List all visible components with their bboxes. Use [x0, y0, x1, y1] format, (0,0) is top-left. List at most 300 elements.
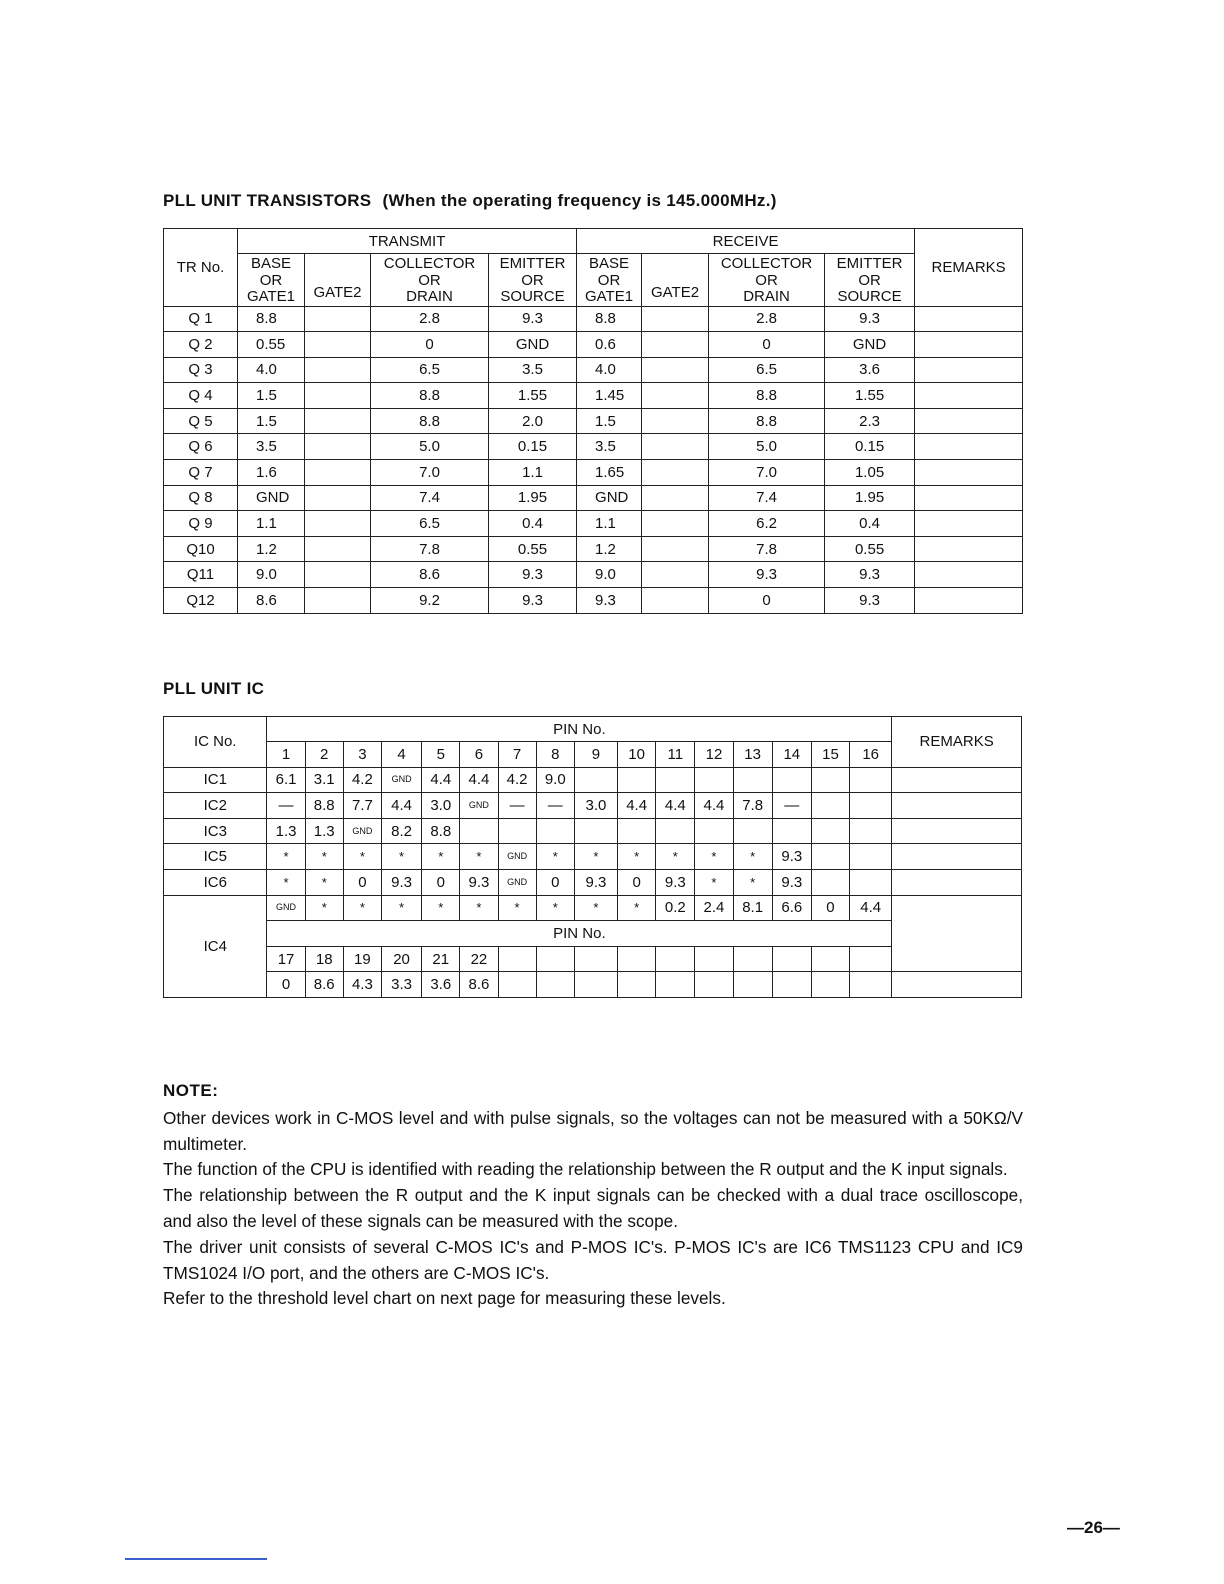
table-cell: 3.6 — [825, 357, 915, 383]
table-cell: GND — [381, 767, 421, 793]
table-cell: * — [498, 895, 536, 921]
table-cell: 8.6 — [371, 562, 489, 588]
ic-name-cell: IC5 — [164, 844, 267, 870]
ic-name-cell: IC1 — [164, 767, 267, 793]
transmit-gate2-header — [305, 254, 371, 307]
table-cell — [811, 767, 849, 793]
table-cell — [811, 972, 849, 998]
table-cell: 1.05 — [825, 460, 915, 486]
note-paragraph-2: The function of the CPU is identified with reading the relationship between the R output and the K input signals. — [163, 1159, 1008, 1180]
pin-number-cell: 10 — [618, 742, 656, 768]
table-cell: 3.5 — [577, 434, 642, 460]
table-cell — [536, 818, 574, 844]
ic-no-header: IC No. — [164, 717, 267, 768]
table-cell: GND — [498, 844, 536, 870]
pin-number-cell: 19 — [343, 946, 381, 972]
transmit-emitter-source-header — [489, 254, 577, 307]
table-cell: 9.0 — [238, 562, 305, 588]
pin-number-cell: 2 — [305, 742, 343, 768]
table-cell — [915, 408, 1023, 434]
table-cell: 4.4 — [850, 895, 892, 921]
pin-no-header: PIN No. — [267, 921, 892, 947]
table-cell: 6.5 — [371, 511, 489, 537]
table-cell — [733, 946, 772, 972]
table-cell — [305, 357, 371, 383]
table-cell — [733, 818, 772, 844]
table-cell — [811, 818, 849, 844]
table-row — [164, 383, 1023, 409]
table-row — [164, 972, 1022, 998]
table-cell — [498, 818, 536, 844]
table-cell: GND — [238, 485, 305, 511]
pin-number-cell: 20 — [381, 946, 421, 972]
pin-number-cell: 22 — [460, 946, 498, 972]
table-cell: 4.4 — [422, 767, 460, 793]
table-cell: 1.5 — [577, 408, 642, 434]
pin-no-header: PIN No. — [267, 717, 892, 742]
table-cell: 9.3 — [825, 306, 915, 332]
table-cell: 9.3 — [489, 306, 577, 332]
table-cell: 2.4 — [695, 895, 733, 921]
table-cell — [915, 460, 1023, 486]
table-cell: * — [305, 895, 343, 921]
table-cell — [536, 972, 574, 998]
tr-no-header: TR No. — [164, 229, 238, 307]
table-cell: * — [733, 844, 772, 870]
table-cell: * — [574, 895, 617, 921]
pin-number-cell: 1 — [267, 742, 305, 768]
header-line: COLLECTOR — [383, 255, 476, 272]
table-cell — [850, 946, 892, 972]
table-cell: 7.4 — [371, 485, 489, 511]
table-cell: * — [422, 844, 460, 870]
note-heading: NOTE: — [163, 1081, 219, 1100]
table-cell: — — [267, 793, 305, 819]
table-cell: * — [656, 844, 695, 870]
table-cell: 8.8 — [238, 306, 305, 332]
remarks-cell — [892, 793, 1022, 819]
ic-remarks-header: REMARKS — [892, 717, 1022, 768]
table-cell — [772, 972, 811, 998]
table-cell: 6.6 — [772, 895, 811, 921]
table-cell: 7.8 — [371, 536, 489, 562]
table-cell — [305, 408, 371, 434]
table-cell: 0 — [709, 588, 825, 614]
table-cell: 7.0 — [371, 460, 489, 486]
table-cell: — — [536, 793, 574, 819]
note-paragraph-3: The relationship between the R output and the K input signals can be checked with a dual trace oscilloscope, and also the level of these signals can be measured with the scope. — [163, 1185, 1023, 1231]
table-cell: — — [772, 793, 811, 819]
ic-name-cell: IC4 — [164, 895, 267, 997]
table-cell — [915, 485, 1023, 511]
header-line: SOURCE — [837, 288, 902, 305]
table-cell: 5.0 — [709, 434, 825, 460]
table-cell: * — [267, 869, 305, 895]
receive-header: RECEIVE — [577, 229, 915, 254]
table-cell — [642, 536, 709, 562]
table-cell — [642, 306, 709, 332]
table-cell: 1.5 — [238, 383, 305, 409]
table-cell: 0.4 — [825, 511, 915, 537]
table-cell — [305, 434, 371, 460]
table-cell — [305, 306, 371, 332]
table-cell: * — [343, 844, 381, 870]
table-cell — [811, 946, 849, 972]
table-cell: GND — [343, 818, 381, 844]
table-cell: 8.2 — [381, 818, 421, 844]
table-cell: 0.2 — [656, 895, 695, 921]
table-cell: GND — [577, 485, 642, 511]
table-cell: 4.0 — [577, 357, 642, 383]
transistor-table-heading — [163, 191, 777, 211]
header-line: GATE2 — [651, 284, 700, 301]
table-row — [164, 895, 1022, 921]
table-cell — [498, 972, 536, 998]
table-cell: 8.6 — [460, 972, 498, 998]
table-cell: 4.2 — [498, 767, 536, 793]
table-cell: 1.65 — [577, 460, 642, 486]
table-cell — [850, 844, 892, 870]
header-line: EMITTER — [499, 255, 566, 272]
table-cell: 9.3 — [489, 588, 577, 614]
table-cell — [656, 818, 695, 844]
table-cell: 0 — [536, 869, 574, 895]
table-cell: 8.8 — [371, 383, 489, 409]
header-line: GATE1 — [246, 288, 296, 305]
table-cell — [656, 767, 695, 793]
transistor-id-cell: Q 3 — [164, 357, 238, 383]
table-cell — [305, 536, 371, 562]
table-cell: 9.2 — [371, 588, 489, 614]
table-cell — [915, 306, 1023, 332]
table-cell — [733, 767, 772, 793]
table-cell: — — [498, 793, 536, 819]
table-cell — [850, 869, 892, 895]
note-paragraph-5: Refer to the threshold level chart on next page for measuring these levels. — [163, 1288, 726, 1309]
table-cell — [305, 588, 371, 614]
header-line: SOURCE — [500, 288, 565, 305]
table-cell: 8.8 — [709, 408, 825, 434]
table-cell — [642, 408, 709, 434]
table-row — [164, 306, 1023, 332]
transistor-id-cell: Q 4 — [164, 383, 238, 409]
transistor-id-cell: Q 2 — [164, 332, 238, 358]
table-cell — [642, 460, 709, 486]
table-cell — [850, 767, 892, 793]
header-line: OR — [521, 271, 544, 289]
table-cell: 4.4 — [381, 793, 421, 819]
table-cell: 1.45 — [577, 383, 642, 409]
table-cell: 9.3 — [709, 562, 825, 588]
receive-base-gate1-header — [577, 254, 642, 307]
table-cell: * — [574, 844, 617, 870]
pin-number-cell: 13 — [733, 742, 772, 768]
table-row — [164, 588, 1023, 614]
ic-table-heading: PLL UNIT IC — [163, 679, 265, 698]
receive-gate2-header — [642, 254, 709, 307]
transistor-heading-note: (When the operating frequency is 145.000MHz.) — [382, 191, 777, 210]
table-cell — [305, 460, 371, 486]
table-cell: 3.0 — [574, 793, 617, 819]
table-cell: 3.6 — [422, 972, 460, 998]
header-line: EMITTER — [836, 255, 903, 272]
table-cell: 8.6 — [305, 972, 343, 998]
pin-number-cell: 14 — [772, 742, 811, 768]
table-cell: 8.8 — [305, 793, 343, 819]
table-cell: GND — [460, 793, 498, 819]
table-cell — [642, 485, 709, 511]
ic-name-cell: IC2 — [164, 793, 267, 819]
remarks-cell — [892, 895, 1022, 972]
table-cell: 2.3 — [825, 408, 915, 434]
table-cell: 6.1 — [267, 767, 305, 793]
table-cell — [498, 946, 536, 972]
table-cell: 4.4 — [460, 767, 498, 793]
table-cell — [642, 383, 709, 409]
ic-header-row — [164, 717, 1022, 742]
table-cell: * — [695, 869, 733, 895]
header-line: COLLECTOR — [720, 255, 813, 272]
pin-number-cell: 15 — [811, 742, 849, 768]
table-cell: 0.6 — [577, 332, 642, 358]
table-cell — [574, 818, 617, 844]
pin-number-cell: 4 — [381, 742, 421, 768]
header-line: BASE — [589, 255, 630, 272]
table-cell: 4.4 — [618, 793, 656, 819]
table-row — [164, 844, 1022, 870]
table-cell: 9.3 — [577, 588, 642, 614]
table-cell: 9.0 — [536, 767, 574, 793]
table-cell: 9.3 — [656, 869, 695, 895]
table-row — [164, 818, 1022, 844]
table-cell: 8.6 — [238, 588, 305, 614]
table-cell — [574, 767, 617, 793]
table-cell: 9.0 — [577, 562, 642, 588]
transistor-id-cell: Q 9 — [164, 511, 238, 537]
pin-number-cell: 3 — [343, 742, 381, 768]
note-paragraph-1: Other devices work in C-MOS level and with pulse signals, so the voltages can not be measured with a 50KΩ/V multimeter. — [163, 1107, 1023, 1154]
pin-number-cell: 12 — [695, 742, 733, 768]
pin-number-cell: 11 — [656, 742, 695, 768]
pin-number-cell: 9 — [574, 742, 617, 768]
table-cell: * — [267, 844, 305, 870]
table-cell — [618, 767, 656, 793]
transistor-id-cell: Q12 — [164, 588, 238, 614]
table-cell — [915, 511, 1023, 537]
table-cell — [305, 562, 371, 588]
table-cell — [574, 946, 617, 972]
table-cell — [915, 434, 1023, 460]
table-cell: 7.4 — [709, 485, 825, 511]
table-cell — [618, 946, 656, 972]
table-cell: * — [460, 895, 498, 921]
note-paragraph-4: The driver unit consists of several C-MOS IC's and P-MOS IC's. P-MOS IC's are IC6 TMS1123 CPU and IC9 TMS1024 I/O port, and the others are C-MOS IC's. — [163, 1236, 1023, 1283]
table-cell — [656, 972, 695, 998]
table-cell — [536, 946, 574, 972]
table-cell: 1.95 — [825, 485, 915, 511]
remarks-header: REMARKS — [915, 229, 1023, 307]
table-cell: 0.55 — [489, 536, 577, 562]
header-line: GATE1 — [585, 288, 634, 305]
transistor-heading-text: PLL UNIT TRANSISTORS — [163, 191, 372, 210]
table-cell: GND — [489, 332, 577, 358]
table-cell: 4.2 — [343, 767, 381, 793]
table-cell: 6.2 — [709, 511, 825, 537]
table-cell: 3.3 — [381, 972, 421, 998]
note-section — [163, 1078, 1023, 1312]
table-cell — [642, 562, 709, 588]
table-cell: 0 — [371, 332, 489, 358]
table-cell: 1.3 — [305, 818, 343, 844]
table-cell — [305, 485, 371, 511]
table-cell — [642, 434, 709, 460]
table-row — [164, 767, 1022, 793]
table-cell: 4.4 — [656, 793, 695, 819]
pin-number-cell: 18 — [305, 946, 343, 972]
table-cell — [915, 588, 1023, 614]
table-cell: 1.5 — [238, 408, 305, 434]
table-cell: * — [695, 844, 733, 870]
table-cell — [772, 818, 811, 844]
receive-emitter-source-header — [825, 254, 915, 307]
table-cell: 8.8 — [577, 306, 642, 332]
table-cell: 1.55 — [825, 383, 915, 409]
table-row — [164, 434, 1023, 460]
table-cell: 2.0 — [489, 408, 577, 434]
table-cell: * — [422, 895, 460, 921]
table-cell — [915, 332, 1023, 358]
transistor-id-cell: Q11 — [164, 562, 238, 588]
ic-name-cell: IC6 — [164, 869, 267, 895]
table-cell: 9.3 — [825, 562, 915, 588]
table-row — [164, 408, 1023, 434]
transmit-header: TRANSMIT — [238, 229, 577, 254]
table-row — [164, 511, 1023, 537]
table-cell — [656, 946, 695, 972]
page-number: —26— — [1067, 1518, 1120, 1537]
table-cell: 9.3 — [381, 869, 421, 895]
table-cell: 4.3 — [343, 972, 381, 998]
transistor-id-cell: Q10 — [164, 536, 238, 562]
table-cell: 5.0 — [371, 434, 489, 460]
table-cell: 3.5 — [489, 357, 577, 383]
table-cell — [811, 844, 849, 870]
table-row — [164, 793, 1022, 819]
table-cell: 1.6 — [238, 460, 305, 486]
table-cell — [811, 869, 849, 895]
transmit-base-gate1-header — [238, 254, 305, 307]
table-cell: * — [536, 895, 574, 921]
table-cell: 8.8 — [422, 818, 460, 844]
table-cell: 9.3 — [772, 869, 811, 895]
table-cell: 9.3 — [574, 869, 617, 895]
table-cell: 1.2 — [577, 536, 642, 562]
table-cell — [618, 818, 656, 844]
transistor-id-cell: Q 5 — [164, 408, 238, 434]
table-row — [164, 332, 1023, 358]
pin-number-cell: 6 — [460, 742, 498, 768]
table-cell: 9.3 — [825, 588, 915, 614]
table-cell — [618, 972, 656, 998]
table-cell: * — [460, 844, 498, 870]
table-cell: 0 — [343, 869, 381, 895]
table-cell: 8.1 — [733, 895, 772, 921]
table-cell: 1.55 — [489, 383, 577, 409]
table-cell: * — [381, 844, 421, 870]
transistor-id-cell: Q 8 — [164, 485, 238, 511]
table-cell: 7.7 — [343, 793, 381, 819]
table-cell — [850, 818, 892, 844]
table-row — [164, 485, 1023, 511]
table-cell: 3.1 — [305, 767, 343, 793]
table-cell: 6.5 — [709, 357, 825, 383]
receive-collector-drain-header — [709, 254, 825, 307]
table-cell: 7.0 — [709, 460, 825, 486]
transmit-collector-drain-header — [371, 254, 489, 307]
pin-number-cell: 7 — [498, 742, 536, 768]
table-row — [164, 536, 1023, 562]
table-cell: 1.3 — [267, 818, 305, 844]
table-cell: 0 — [618, 869, 656, 895]
table-cell — [305, 383, 371, 409]
table-cell: * — [381, 895, 421, 921]
table-cell — [772, 946, 811, 972]
header-line: DRAIN — [406, 288, 453, 305]
transistor-id-cell: Q 1 — [164, 306, 238, 332]
table-cell — [305, 332, 371, 358]
table-cell: 4.4 — [695, 793, 733, 819]
remarks-cell — [892, 869, 1022, 895]
table-cell: GND — [267, 895, 305, 921]
table-cell — [642, 511, 709, 537]
table-cell: 7.8 — [709, 536, 825, 562]
table-cell: * — [536, 844, 574, 870]
table-cell — [915, 357, 1023, 383]
table-cell: 0.15 — [489, 434, 577, 460]
table-cell — [642, 332, 709, 358]
table-cell: 4.0 — [238, 357, 305, 383]
table-cell — [460, 818, 498, 844]
transistor-id-cell: Q 6 — [164, 434, 238, 460]
remarks-cell — [892, 818, 1022, 844]
table-cell: 8.8 — [709, 383, 825, 409]
table-cell: * — [343, 895, 381, 921]
pin-number-cell: 5 — [422, 742, 460, 768]
table-cell: 1.2 — [238, 536, 305, 562]
header-line: OR — [259, 271, 283, 289]
table-cell: 0.4 — [489, 511, 577, 537]
table-cell: 0 — [811, 895, 849, 921]
transistor-table — [163, 228, 1023, 614]
table-cell: 1.1 — [577, 511, 642, 537]
table-cell — [642, 588, 709, 614]
table-cell: 3.5 — [238, 434, 305, 460]
table-cell: 9.3 — [489, 562, 577, 588]
table-cell — [695, 767, 733, 793]
pin-number-cell: 21 — [422, 946, 460, 972]
table-cell: 2.8 — [371, 306, 489, 332]
header-line: DRAIN — [743, 288, 790, 305]
table-cell: GND — [498, 869, 536, 895]
table-cell: 1.1 — [489, 460, 577, 486]
table-cell: 1.95 — [489, 485, 577, 511]
table-cell: 0 — [422, 869, 460, 895]
header-line: GATE2 — [313, 284, 362, 301]
remarks-cell — [892, 844, 1022, 870]
table-row — [164, 357, 1023, 383]
pin-number-cell: 16 — [850, 742, 892, 768]
table-cell — [695, 818, 733, 844]
